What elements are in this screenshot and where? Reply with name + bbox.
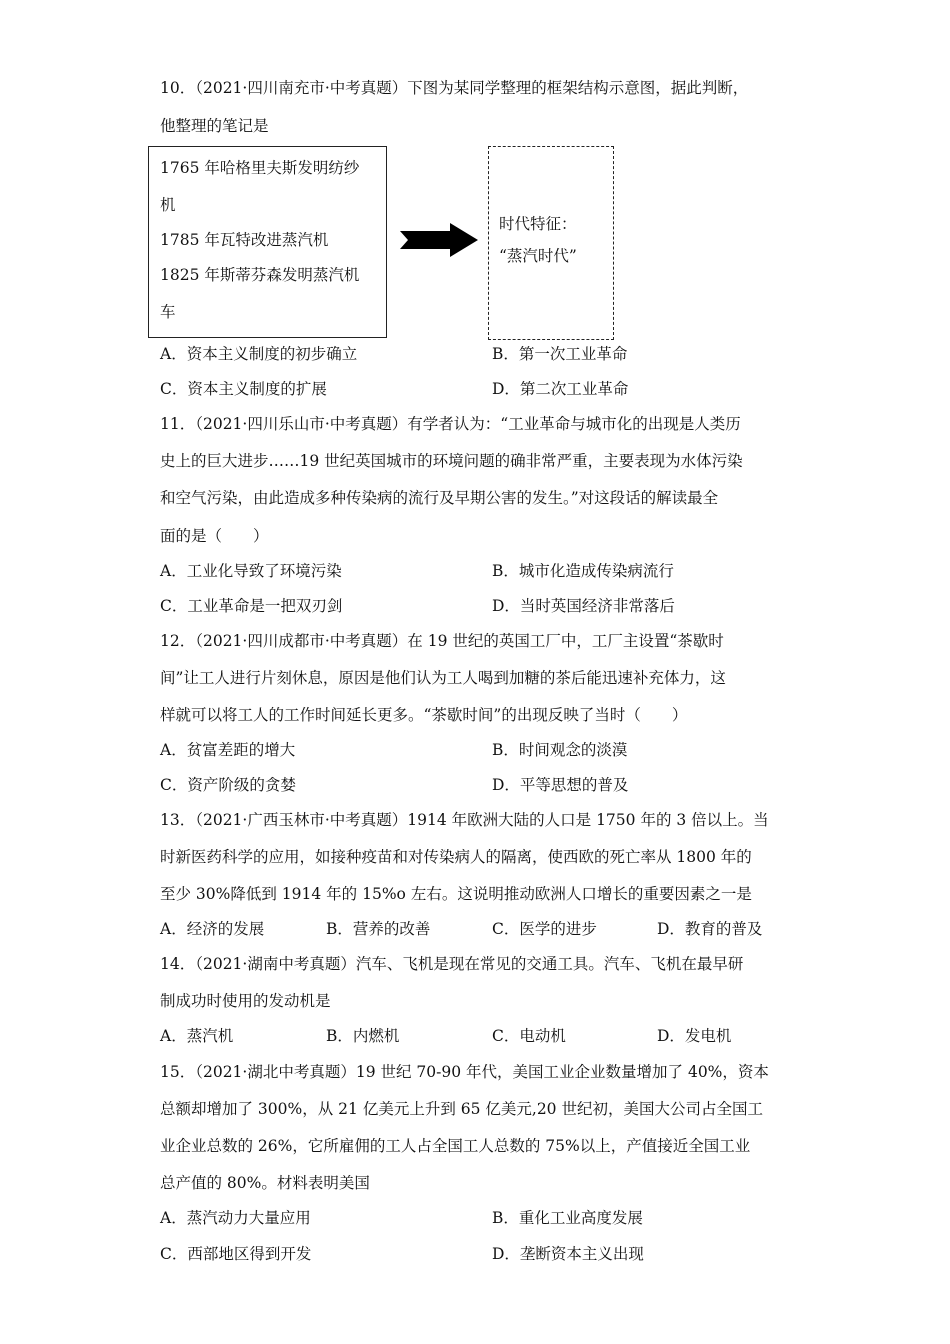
q15-option-d[interactable]: D．垄断资本主义出现	[492, 1245, 644, 1263]
q10-event-line-1: 1765 年哈格里夫斯发明纺纱	[160, 159, 360, 177]
q12-stem-line-1: 12．（2021·四川成都市·中考真题）在 19 世纪的英国工厂中，工厂主设置“茶歇时	[160, 632, 724, 650]
q10-stem-line-2: 他整理的笔记是	[160, 117, 269, 135]
q15-stem-line-3: 业企业总数的 26%，它所雇佣的工人占全国工人总数的 75%以上，产值接近全国工业	[160, 1137, 751, 1155]
q11-option-d[interactable]: D．当时英国经济非常落后	[492, 597, 675, 615]
q14-stem-line-1: 14．（2021·湖南中考真题）汽车、飞机是现在常见的交通工具。汽车、飞机在最早研	[160, 955, 744, 973]
q15-stem-line-2: 总额却增加了 300%，从 21 亿美元上升到 65 亿美元,20 世纪初，美国大公司占全国工	[160, 1100, 763, 1118]
q10-event-line-5: 车	[160, 303, 176, 321]
q13-option-d[interactable]: D．教育的普及	[657, 920, 763, 938]
q12-stem-line-3: 样就可以将工人的工作时间延长更多。“茶歇时间”的出现反映了当时（ ）	[160, 706, 688, 724]
q14-option-c[interactable]: C．电动机	[492, 1027, 566, 1045]
q10-option-a[interactable]: A．资本主义制度的初步确立	[160, 345, 358, 363]
right-arrow-icon	[398, 222, 480, 258]
q10-event-line-4: 1825 年斯蒂芬森发明蒸汽机	[160, 266, 360, 284]
q10-era-box	[488, 146, 614, 340]
q15-option-a[interactable]: A．蒸汽动力大量应用	[160, 1209, 311, 1227]
q15-stem-line-4: 总产值的 80%。材料表明美国	[160, 1174, 370, 1192]
q10-era-label: 时代特征：	[499, 215, 577, 233]
q13-option-c[interactable]: C．医学的进步	[492, 920, 597, 938]
q13-stem-line-1: 13．（2021·广西玉林市·中考真题）1914 年欧洲大陆的人口是 1750 年的 3 倍以上。当	[160, 811, 769, 829]
q14-stem-line-2: 制成功时使用的发动机是	[160, 992, 331, 1010]
q15-stem-line-1: 15．（2021·湖北中考真题）19 世纪 70-90 年代，美国工业企业数量增加了 40%，资本	[160, 1063, 769, 1081]
q10-event-line-3: 1785 年瓦特改进蒸汽机	[160, 231, 329, 249]
q10-events-box	[148, 146, 387, 338]
q12-option-d[interactable]: D．平等思想的普及	[492, 776, 629, 794]
q12-option-b[interactable]: B．时间观念的淡漠	[492, 741, 628, 759]
q14-option-a[interactable]: A．蒸汽机	[160, 1027, 234, 1045]
q11-stem-line-1: 11．（2021·四川乐山市·中考真题）有学者认为：“工业革命与城市化的出现是人类历	[160, 415, 741, 433]
q12-stem-line-2: 间”让工人进行片刻休息，原因是他们认为工人喝到加糖的茶后能迅速补充体力，这	[160, 669, 726, 687]
q13-option-a[interactable]: A．经济的发展	[160, 920, 265, 938]
q14-option-b[interactable]: B．内燃机	[326, 1027, 400, 1045]
q10-option-d[interactable]: D．第二次工业革命	[492, 380, 629, 398]
q11-option-a[interactable]: A．工业化导致了环境污染	[160, 562, 342, 580]
q13-stem-line-3: 至少 30%降低到 1914 年的 15%o 左右。这说明推动欧洲人口增长的重要因素之一是	[160, 885, 752, 903]
q13-stem-line-2: 时新医药科学的应用，如接种疫苗和对传染病人的隔离，使西欧的死亡率从 1800 年的	[160, 848, 752, 866]
q10-option-b[interactable]: B．第一次工业革命	[492, 345, 628, 363]
q11-option-b[interactable]: B．城市化造成传染病流行	[492, 562, 674, 580]
q10-event-line-2: 机	[160, 196, 176, 214]
q11-stem-line-4: 面的是（ ）	[160, 527, 269, 545]
q15-option-b[interactable]: B．重化工业高度发展	[492, 1209, 643, 1227]
q11-stem-line-2: 史上的巨大进步……19 世纪英国城市的环境问题的确非常严重，主要表现为水体污染	[160, 452, 743, 470]
q12-option-a[interactable]: A．贫富差距的增大	[160, 741, 296, 759]
q12-option-c[interactable]: C．资产阶级的贪婪	[160, 776, 296, 794]
q10-era-value: “蒸汽时代”	[499, 247, 577, 265]
q10-stem-line-1: 10．（2021·四川南充市·中考真题）下图为某同学整理的框架结构示意图，据此判断，	[160, 79, 749, 97]
q14-option-d[interactable]: D．发电机	[657, 1027, 732, 1045]
q11-stem-line-3: 和空气污染，由此造成多种传染病的流行及早期公害的发生。”对这段话的解读最全	[160, 489, 719, 507]
q11-option-c[interactable]: C．工业革命是一把双刃剑	[160, 597, 343, 615]
q13-option-b[interactable]: B．营养的改善	[326, 920, 431, 938]
q10-option-c[interactable]: C．资本主义制度的扩展	[160, 380, 327, 398]
q15-option-c[interactable]: C．西部地区得到开发	[160, 1245, 312, 1263]
